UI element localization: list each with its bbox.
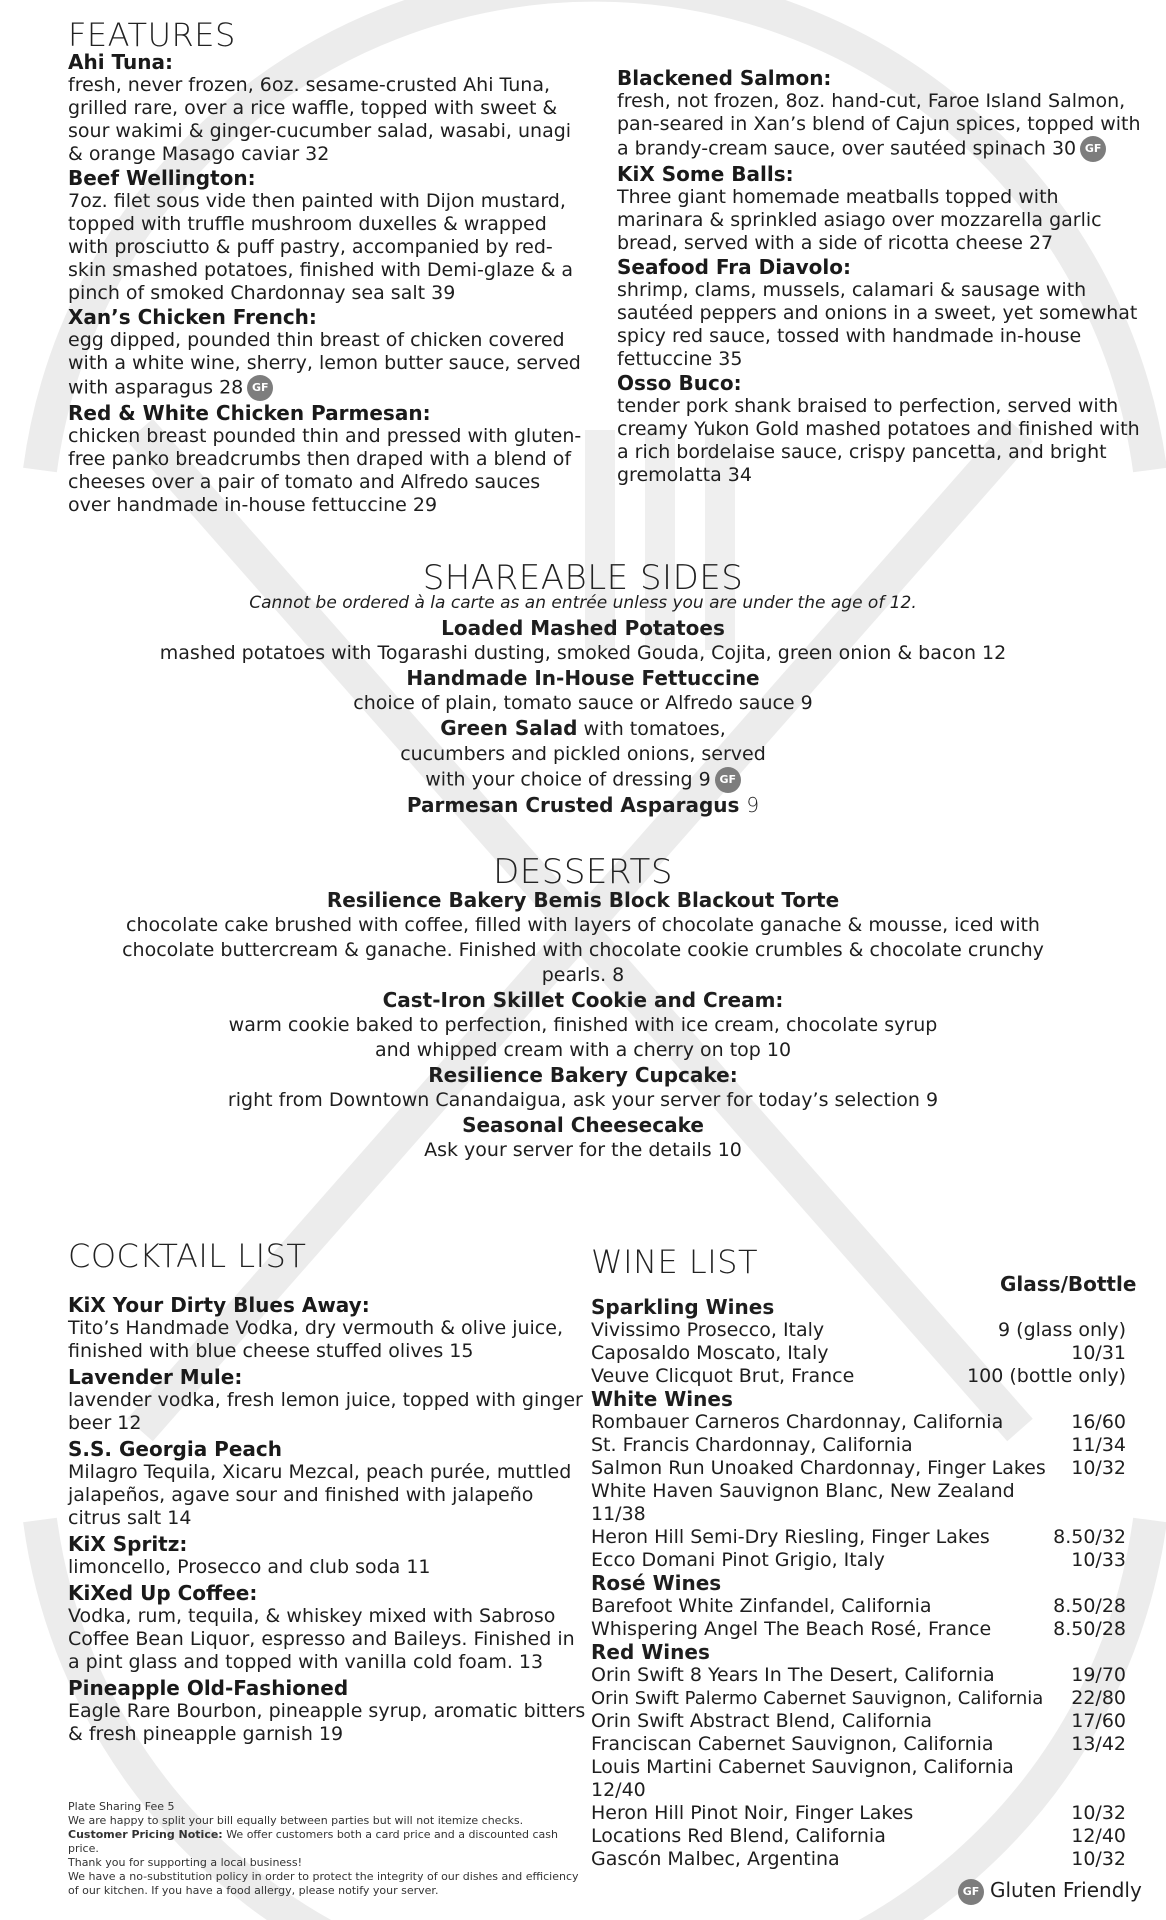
cocktail-item: [68, 1676, 588, 1746]
cocktail-name: Pineapple Old-Fashioned: [68, 1676, 349, 1700]
wine-category: Rosé Wines: [591, 1571, 722, 1595]
wine-price: 8.50/32: [1053, 1526, 1126, 1548]
pricing-notice-label: Customer Pricing Notice:: [68, 1828, 223, 1841]
dessert-name: Resilience Bakery Bemis Block Blackout Torte: [326, 888, 840, 912]
wine-name: Caposaldo Moscato, Italy: [591, 1342, 829, 1364]
wine-name: St. Francis Chardonnay, California: [591, 1434, 913, 1456]
wine-category: Sparkling Wines: [591, 1295, 775, 1319]
dessert-name: Resilience Bakery Cupcake:: [428, 1063, 738, 1087]
cocktail-name: KiXed Up Coffee:: [68, 1581, 258, 1605]
footer-line: Plate Sharing Fee 5: [68, 1800, 175, 1813]
wine-price: 100 (bottle only): [967, 1365, 1126, 1387]
dessert-desc: pearls. 8: [541, 964, 625, 986]
gf-icon: GF: [247, 375, 273, 401]
gf-icon: GF: [1080, 136, 1106, 162]
footer-notes: [68, 1800, 588, 1898]
gf-icon: GF: [958, 1879, 984, 1905]
cocktail-name: Lavender Mule:: [68, 1365, 243, 1389]
wine-row: [591, 1710, 1151, 1733]
cocktail-desc: lavender vodka, fresh lemon juice, topped with ginger beer 12: [68, 1389, 583, 1434]
side-price: 9: [746, 793, 760, 817]
wine-row: [591, 1595, 1151, 1618]
feature-name: KiX Some Balls:: [617, 162, 794, 186]
wine-name: Locations Red Blend, California: [591, 1825, 886, 1847]
side-asparagus-line: [120, 793, 1046, 818]
dessert-desc: chocolate buttercream & ganache. Finished with chocolate cookie crumbles & chocolate crunchy: [122, 939, 1044, 961]
desserts-heading: DESSERTS: [493, 852, 673, 892]
wine-name: Orin Swift Abstract Blend, California: [591, 1710, 933, 1732]
wine-price: 10/32: [1071, 1848, 1126, 1870]
gf-icon: GF: [715, 767, 741, 793]
wine-row: [591, 1687, 1151, 1710]
wine-name: Rombauer Carneros Chardonnay, California: [591, 1411, 1004, 1433]
feature-desc: chicken breast pounded thin and pressed with gluten-free panko breadcrumbs then draped with a blend of cheeses over a pair of tomato and Alfredo sauces over handmade in-house fettuccine 29: [68, 425, 582, 516]
wine-price: 19/70: [1071, 1664, 1126, 1686]
wine-price: 16/60: [1071, 1411, 1126, 1433]
wine-name: Barefoot White Zinfandel, California: [591, 1595, 932, 1617]
cocktail-item: [68, 1293, 588, 1363]
cocktail-heading: COCKTAIL LIST: [68, 1237, 307, 1275]
feature-item: [617, 255, 1147, 371]
feature-item: [617, 162, 1147, 255]
wine-price: 9 (glass only): [998, 1319, 1126, 1341]
wine-name: Gascón Malbec, Argentina: [591, 1848, 840, 1870]
wine-price: 17/60: [1071, 1710, 1126, 1732]
feature-name: Beef Wellington:: [68, 166, 256, 190]
pricing-notice-text: We offer customers both a card price and a discounted cash price.: [68, 1828, 558, 1855]
cocktail-item: [68, 1581, 588, 1674]
wine-price: 22/80: [1071, 1687, 1126, 1709]
wine-row: [591, 1342, 1151, 1365]
feature-desc: shrimp, clams, mussels, calamari & sausage with sautéed peppers and onions in a sweet, yet somewhat spicy red sauce, tossed with handmade in-house fettuccine 35: [617, 279, 1138, 370]
feature-item: [68, 305, 588, 401]
pricing-notice: [68, 1828, 588, 1856]
wine-price: 13/42: [1071, 1733, 1126, 1755]
feature-name: Blackened Salmon:: [617, 66, 832, 90]
feature-desc: Three giant homemade meatballs topped with marinara & sprinkled asiago over mozzarella garlic bread, served with a side of ricotta cheese 27: [617, 186, 1102, 254]
side-desc: with your choice of dressing 9: [425, 768, 711, 791]
wine-name: Orin Swift 8 Years In The Desert, California: [591, 1664, 995, 1686]
cocktail-item: [68, 1532, 588, 1579]
wine-row: [591, 1480, 1151, 1526]
dessert-desc: warm cookie baked to perfection, finished with ice cream, chocolate syrup: [228, 1014, 938, 1036]
wine-row: [591, 1365, 1151, 1388]
wine-name: Orin Swift Palermo Cabernet Sauvignon, California: [591, 1688, 1044, 1709]
feature-desc: egg dipped, pounded thin breast of chicken covered with a white wine, sherry, lemon butter sauce, served with asparagus 28: [68, 329, 581, 399]
wine-name: Heron Hill Pinot Noir, Finger Lakes: [591, 1802, 914, 1824]
glass-bottle-label: Glass/Bottle: [1000, 1272, 1137, 1296]
wine-name: White Haven Sauvignon Blanc, New Zealand: [591, 1480, 1015, 1502]
footer-line: We are happy to split your bill equally between parties but will not itemize checks.: [68, 1814, 524, 1827]
wine-row: [591, 1848, 1151, 1871]
feature-desc: fresh, never frozen, 6oz. sesame-crusted Ahi Tuna, grilled rare, over a rice waffle, topped with sweet & sour wakimi & ginger-cucumber salad, wasabi, unagi & orange Masago caviar 32: [68, 74, 572, 165]
feature-item: [617, 371, 1147, 487]
side-salad-line: [120, 767, 1046, 793]
cocktail-name: KiX Spritz:: [68, 1532, 188, 1556]
wine-row: [591, 1319, 1151, 1342]
side-desc: cucumbers and pickled onions, served: [400, 743, 766, 765]
cocktail-item: [68, 1365, 588, 1435]
wine-row: [591, 1733, 1151, 1756]
gf-legend-label: Gluten Friendly: [990, 1878, 1142, 1902]
wine-name: Whispering Angel The Beach Rosé, France: [591, 1618, 992, 1640]
wine-price: 10/32: [1071, 1457, 1126, 1479]
wine-row: [591, 1618, 1151, 1641]
wine-price: 11/38: [591, 1503, 646, 1525]
sides-note: Cannot be ordered à la carte as an entrée unless you are under the age of 12.: [249, 593, 917, 613]
feature-name: Red & White Chicken Parmesan:: [68, 401, 431, 425]
cocktail-desc: Tito’s Handmade Vodka, dry vermouth & olive juice, finished with blue cheese stuffed olives 15: [68, 1317, 563, 1362]
feature-name: Xan’s Chicken French:: [68, 305, 317, 329]
cocktail-desc: Eagle Rare Bourbon, pineapple syrup, aromatic bitters & fresh pineapple garnish 19: [68, 1700, 586, 1745]
wine-name: Salmon Run Unoaked Chardonnay, Finger Lakes: [591, 1457, 1046, 1479]
feature-name: Ahi Tuna:: [68, 50, 173, 74]
dessert-desc: and whipped cream with a cherry on top 10: [374, 1039, 792, 1061]
sides-heading: SHAREABLE SIDES: [422, 558, 744, 598]
feature-desc-wrap: [617, 90, 1147, 162]
wine-list: [591, 1296, 1151, 1871]
wine-name: Veuve Clicquot Brut, France: [591, 1365, 855, 1387]
wine-name: Franciscan Cabernet Sauvignon, California: [591, 1733, 994, 1755]
feature-item: [68, 166, 588, 305]
wine-row: [591, 1825, 1151, 1848]
side-name: Green Salad: [440, 716, 578, 740]
gf-legend: [958, 1876, 1142, 1905]
features-heading: FEATURES: [68, 16, 236, 54]
feature-item: [68, 50, 588, 166]
wine-name: Louis Martini Cabernet Sauvignon, California: [591, 1756, 1014, 1778]
wine-row: [591, 1434, 1151, 1457]
side-name: Loaded Mashed Potatoes: [441, 616, 725, 640]
wine-price: 12/40: [591, 1779, 646, 1801]
wine-price: 10/33: [1071, 1549, 1126, 1571]
wine-row: [591, 1411, 1151, 1434]
side-desc: with tomatoes,: [577, 718, 726, 740]
dessert-desc: Ask your server for the details 10: [424, 1139, 742, 1161]
feature-name: Seafood Fra Diavolo:: [617, 255, 851, 279]
features-left-column: [68, 50, 588, 517]
cocktail-list: [68, 1293, 588, 1748]
dessert-desc: right from Downtown Canandaigua, ask your server for today’s selection 9: [227, 1089, 939, 1111]
feature-desc: fresh, not frozen, 8oz. hand-cut, Faroe Island Salmon, pan-seared in Xan’s blend of Cajun spices, topped with a brandy-cream sauce, over sautéed spinach 30: [617, 90, 1141, 160]
wine-heading: WINE LIST: [591, 1243, 759, 1281]
wine-category: White Wines: [591, 1387, 733, 1411]
sides-list: [120, 616, 1046, 818]
wine-row: [591, 1549, 1151, 1572]
cocktail-name: KiX Your Dirty Blues Away:: [68, 1293, 370, 1317]
cocktail-name: S.S. Georgia Peach: [68, 1437, 282, 1461]
feature-item: [617, 66, 1147, 162]
wine-name: Heron Hill Semi-Dry Riesling, Finger Lakes: [591, 1526, 990, 1548]
wine-price: 10/31: [1071, 1342, 1126, 1364]
side-name: Handmade In-House Fettuccine: [406, 666, 760, 690]
wine-price: 8.50/28: [1053, 1595, 1126, 1617]
wine-category: Red Wines: [591, 1640, 710, 1664]
side-name: Parmesan Crusted Asparagus: [406, 793, 740, 817]
feature-desc: 7oz. filet sous vide then painted with Dijon mustard, topped with truffle mushroom duxelles & wrapped with prosciutto & puff pastry, accompanied by red-skin smashed potatoes, finished with Demi-glaze & a pinch of smoked Chardonnay sea salt 39: [68, 190, 574, 304]
wine-price: 11/34: [1071, 1434, 1126, 1456]
wine-name: Vivissimo Prosecco, Italy: [591, 1319, 825, 1341]
desserts-list: [120, 888, 1046, 1163]
footer-line: Thank you for supporting a local business!: [68, 1856, 303, 1869]
footer-line: We have a no-substitution policy in order to protect the integrity of our dishes and efficiency of our kitchen. If you have a food allergy, please notify your server.: [68, 1870, 579, 1897]
wine-price: 12/40: [1071, 1825, 1126, 1847]
dessert-desc: chocolate cake brushed with coffee, filled with layers of chocolate ganache & mousse, iced with: [126, 914, 1040, 936]
cocktail-desc: Vodka, rum, tequila, & whiskey mixed with Sabroso Coffee Bean Liquor, espresso and Baileys. Finished in a pint glass and topped with vanilla cold foam. 13: [68, 1605, 575, 1673]
wine-price: 8.50/28: [1053, 1618, 1126, 1640]
feature-name: Osso Buco:: [617, 371, 742, 395]
wine-row: [591, 1756, 1151, 1802]
wine-row: [591, 1457, 1151, 1480]
feature-desc-wrap: [68, 329, 588, 401]
feature-item: [68, 401, 588, 517]
side-desc: choice of plain, tomato sauce or Alfredo sauce 9: [353, 692, 813, 714]
wine-row: [591, 1802, 1151, 1825]
wine-row: [591, 1664, 1151, 1687]
dessert-name: Cast-Iron Skillet Cookie and Cream:: [382, 988, 784, 1012]
wine-row: [591, 1526, 1151, 1549]
dessert-name: Seasonal Cheesecake: [462, 1113, 704, 1137]
side-salad-line: [120, 716, 1046, 742]
cocktail-desc: Milagro Tequila, Xicaru Mezcal, peach purée, muttled jalapeños, agave sour and finished with jalapeño citrus salt 14: [68, 1461, 572, 1529]
wine-price: 10/32: [1071, 1802, 1126, 1824]
wine-name: Ecco Domani Pinot Grigio, Italy: [591, 1549, 885, 1571]
cocktail-item: [68, 1437, 588, 1530]
cocktail-desc: limoncello, Prosecco and club soda 11: [68, 1556, 431, 1578]
side-desc: mashed potatoes with Togarashi dusting, smoked Gouda, Cojita, green onion & bacon 12: [159, 642, 1007, 664]
feature-desc: tender pork shank braised to perfection, served with creamy Yukon Gold mashed potatoes and finished with a rich bordelaise sauce, crispy pancetta, and bright gremolatta 34: [617, 395, 1140, 486]
features-right-column: [617, 66, 1147, 487]
